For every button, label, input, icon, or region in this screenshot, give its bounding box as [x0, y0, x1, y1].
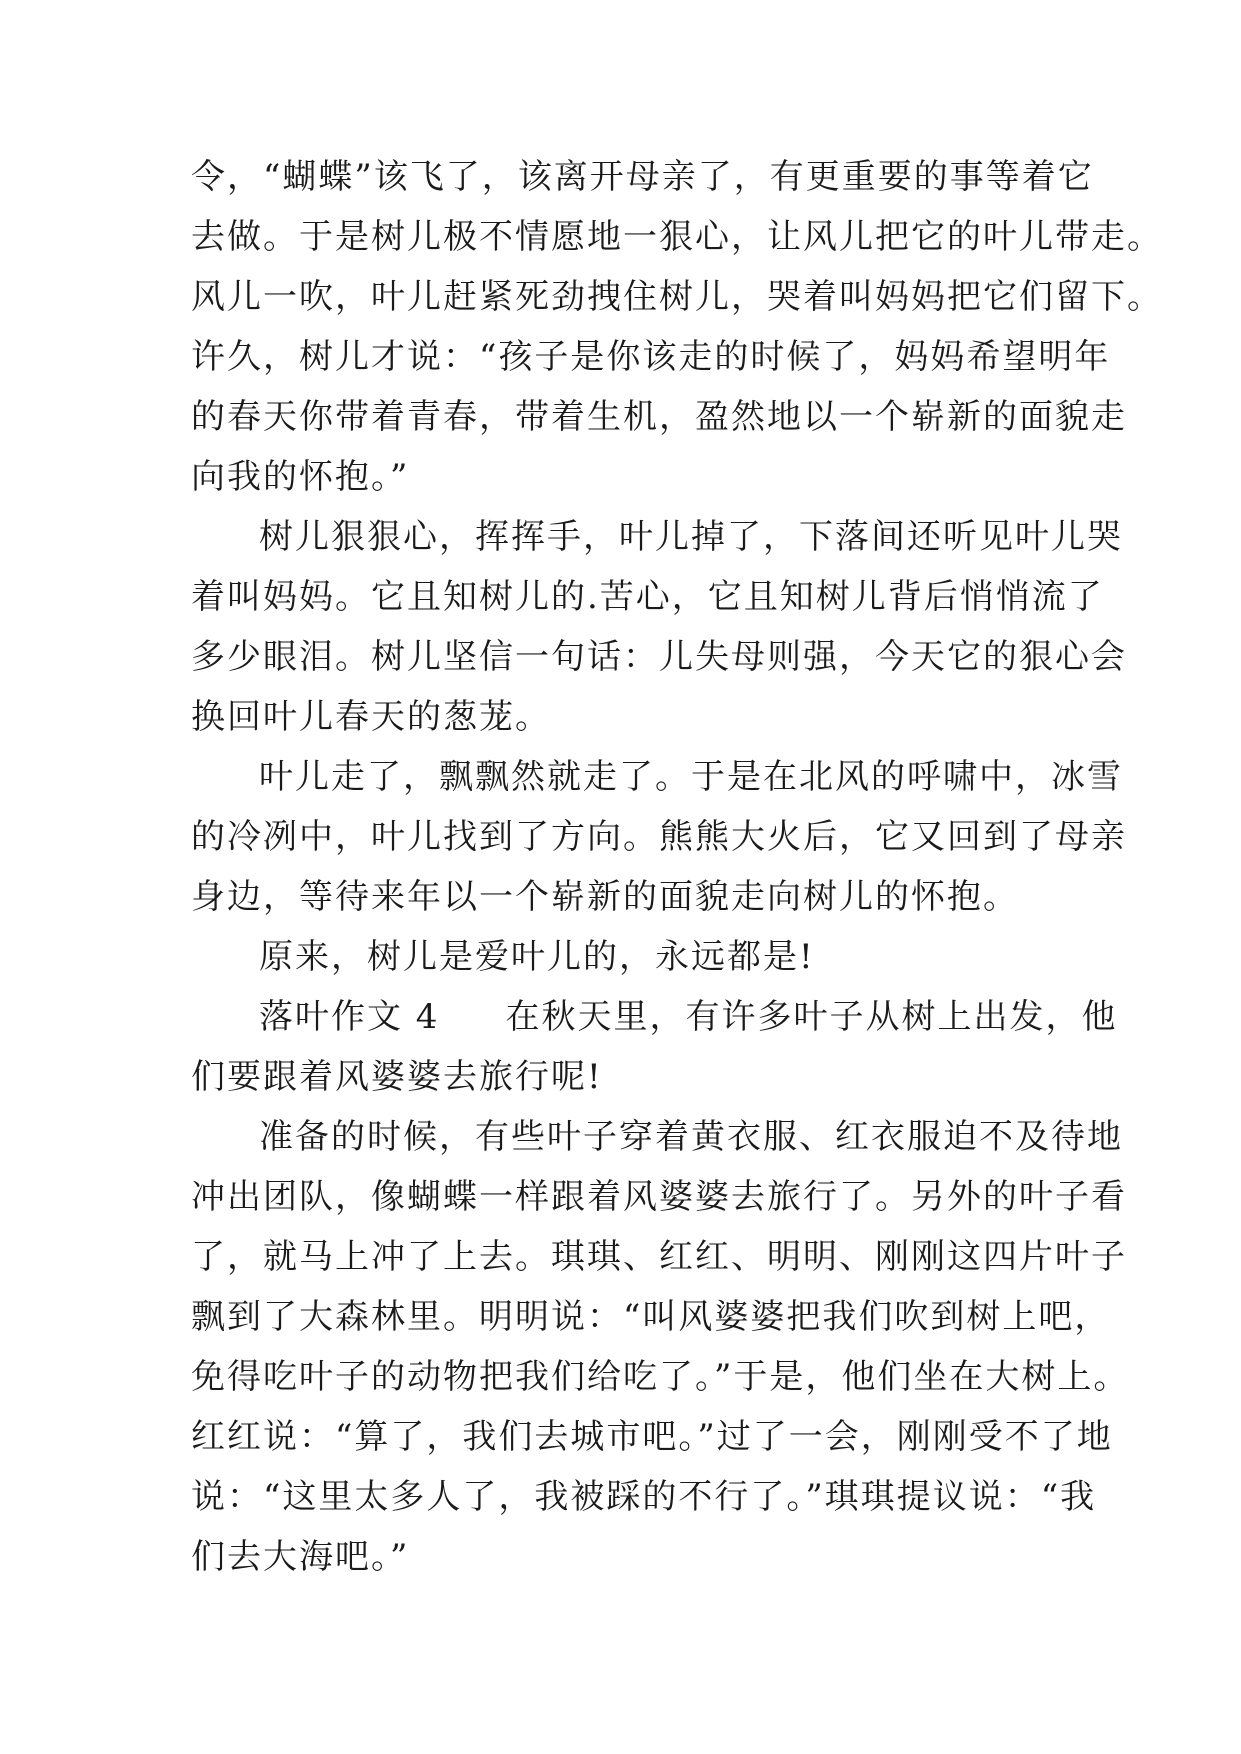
text-line: 的冷冽中，叶儿找到了方向。熊熊大火后，它又回到了母亲 [191, 817, 1127, 857]
text-line: 身边，等待来年以一个崭新的面貌走向树儿的怀抱。 [191, 877, 1019, 917]
text-line: 们要跟着风婆婆去旅行呢! [191, 1057, 603, 1097]
text-line: 多少眼泪。树儿坚信一句话：儿失母则强，今天它的狠心会 [191, 637, 1127, 677]
text-line: 向我的怀抱。” [191, 457, 410, 497]
text-line: 换回叶儿春天的葱茏。 [191, 697, 551, 737]
text-line: 许久，树儿才说：“孩子是你该走的时候了，妈妈希望明年 [191, 337, 1111, 377]
text-line: 着叫妈妈。它且知树儿的.苦心，它且知树儿背后悄悄流了 [191, 577, 1104, 617]
text-line: 令，“蝴蝶”该飞了，该离开母亲了，有更重要的事等着它 [191, 157, 1094, 197]
text-span: 在秋天里，有许多叶子从树上出发，他 [505, 997, 1118, 1037]
text-line: 了，就马上冲了上去。琪琪、红红、明明、刚刚这四片叶子 [191, 1237, 1127, 1277]
text-line: 原来，树儿是爱叶儿的，永远都是! [259, 937, 815, 977]
text-line: 准备的时候，有些叶子穿着黄衣服、红衣服迫不及待地 [259, 1117, 1123, 1157]
text-line: 树儿狠狠心，挥挥手，叶儿掉了，下落间还听见叶儿哭 [259, 517, 1123, 557]
text-line: 飘到了大森林里。明明说：“叫风婆婆把我们吹到树上吧， [191, 1297, 1111, 1337]
section-heading: 落叶作文 4 [259, 997, 440, 1037]
text-line: 红红说：“算了，我们去城市吧。”过了一会，刚刚受不了地 [191, 1417, 1113, 1457]
text-line: 的春天你带着青春，带着生机，盈然地以一个崭新的面貌走 [191, 397, 1127, 437]
text-line: 们去大海吧。” [191, 1537, 410, 1577]
text-line: 说：“这里太多人了，我被踩的不行了。”琪琪提议说：“我 [191, 1477, 1097, 1517]
heading-line [191, 987, 1118, 1047]
text-line: 去做。于是树儿极不情愿地一狠心，让风儿把它的叶儿带走。 [191, 217, 1163, 257]
text-line: 冲出团队，像蝴蝶一样跟着风婆婆去旅行了。另外的叶子看 [191, 1177, 1127, 1217]
text-line: 叶儿走了，飘飘然就走了。于是在北风的呼啸中，冰雪 [259, 757, 1123, 797]
text-line: 免得吃叶子的动物把我们给吃了。”于是，他们坐在大树上。 [191, 1357, 1130, 1397]
text-line: 风儿一吹，叶儿赶紧死劲拽住树儿，哭着叫妈妈把它们留下。 [191, 277, 1163, 317]
document-body [191, 147, 1163, 1587]
